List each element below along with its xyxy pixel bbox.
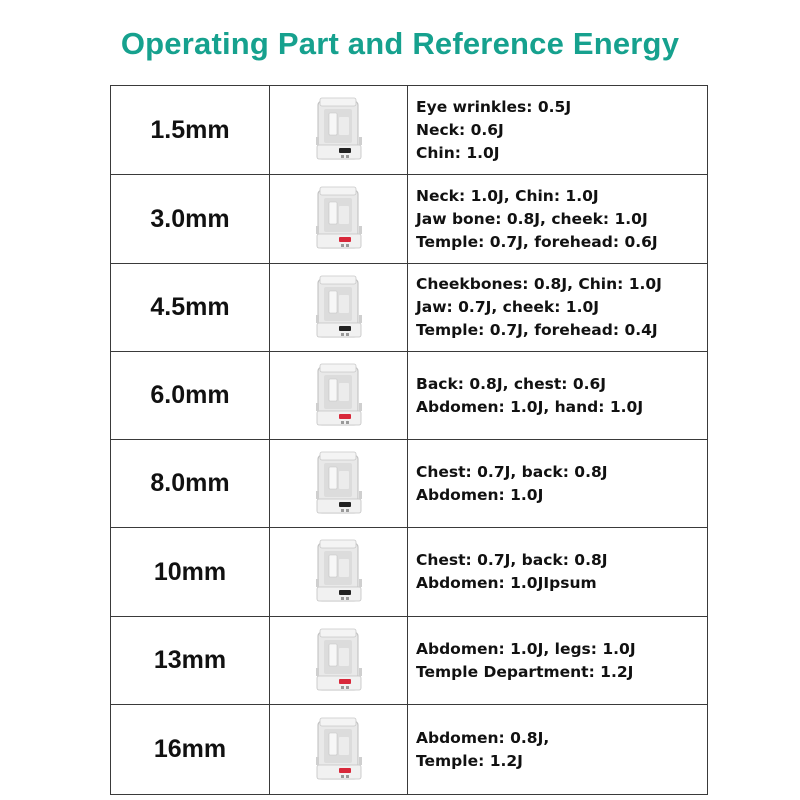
- cartridge-size: 1.5mm: [150, 115, 230, 144]
- cartridge-image: [312, 184, 366, 254]
- energy-line: Neck: 1.0J, Chin: 1.0J: [416, 186, 599, 205]
- energy-line: Chest: 0.7J, back: 0.8J: [416, 551, 608, 569]
- cartridge-size: 4.5mm: [150, 293, 230, 321]
- table-row: [111, 86, 707, 174]
- cartridge-image-cell: [269, 440, 408, 527]
- energy-line: Temple Department: 1.2J: [416, 662, 634, 681]
- energy-line: Chest: 0.7J, back: 0.8J: [416, 462, 608, 481]
- reference-energy: [408, 617, 707, 704]
- energy-line: Temple: 0.7J, forehead: 0.4J: [416, 321, 658, 339]
- energy-line: Temple: 0.7J, forehead: 0.6J: [416, 232, 658, 251]
- page-title: Operating Part and Reference Energy: [120, 26, 680, 61]
- energy-line: Abdomen: 0.8J,: [416, 728, 550, 747]
- reference-energy: [408, 352, 707, 439]
- energy-line: Abdomen: 1.0J, legs: 1.0J: [416, 639, 636, 658]
- reference-energy: [408, 705, 707, 794]
- cartridge-image-cell: [269, 352, 408, 439]
- table-row: [111, 263, 707, 351]
- cartridge-size: 16mm: [153, 735, 227, 763]
- reference-energy: [408, 528, 707, 616]
- energy-line: Cheekbones: 0.8J, Chin: 1.0J: [416, 275, 662, 293]
- table-row: [111, 439, 707, 527]
- table-row: [111, 351, 707, 439]
- energy-table: [110, 85, 708, 795]
- cartridge-image-cell: [269, 264, 408, 351]
- cartridge-image: [312, 361, 366, 431]
- table-row: [111, 174, 707, 263]
- energy-line: Chin: 1.0J: [416, 143, 500, 162]
- cartridge-image: [312, 537, 366, 607]
- reference-energy: [408, 264, 707, 351]
- reference-energy: [408, 86, 707, 174]
- cartridge-image: [312, 626, 366, 696]
- cartridge-size: 3.0mm: [150, 204, 230, 233]
- energy-line: Jaw: 0.7J, cheek: 1.0J: [416, 298, 600, 316]
- cartridge-image-cell: [269, 528, 408, 616]
- cartridge-size: 10mm: [153, 557, 227, 586]
- reference-energy: [408, 440, 707, 527]
- energy-line: Abdomen: 1.0J, hand: 1.0J: [416, 397, 644, 416]
- energy-line: Abdomen: 1.0JIpsum: [416, 574, 597, 592]
- energy-line: Eye wrinkles: 0.5J: [416, 97, 572, 116]
- cartridge-size: 8.0mm: [150, 469, 230, 497]
- cartridge-size: 6.0mm: [150, 381, 230, 409]
- cartridge-image-cell: [269, 86, 408, 174]
- cartridge-size: 13mm: [153, 646, 227, 674]
- energy-line: Back: 0.8J, chest: 0.6J: [416, 374, 607, 393]
- energy-line: Neck: 0.6J: [416, 120, 504, 139]
- cartridge-image: [312, 449, 366, 519]
- cartridge-image-cell: [269, 175, 408, 263]
- energy-line: Abdomen: 1.0J: [416, 485, 544, 504]
- cartridge-image-cell: [269, 617, 408, 704]
- table-row: [111, 704, 707, 794]
- energy-line: Jaw bone: 0.8J, cheek: 1.0J: [416, 209, 648, 228]
- cartridge-image: [312, 273, 366, 343]
- table-row: [111, 616, 707, 704]
- cartridge-image: [312, 95, 366, 165]
- reference-energy: [408, 175, 707, 263]
- energy-line: Temple: 1.2J: [416, 751, 523, 770]
- cartridge-image-cell: [269, 705, 408, 794]
- table-row: [111, 527, 707, 616]
- cartridge-image: [312, 715, 366, 785]
